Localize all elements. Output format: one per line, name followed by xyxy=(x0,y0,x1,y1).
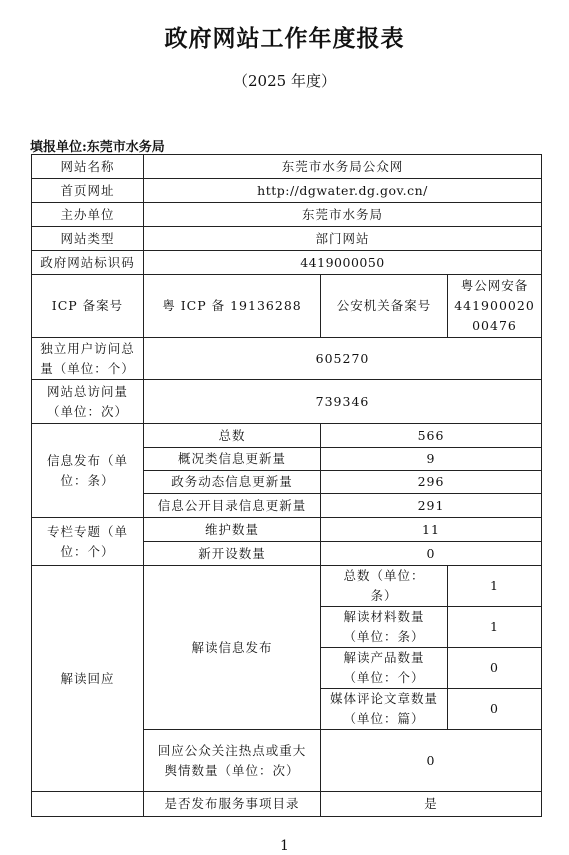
report-year: （2025 年度） xyxy=(233,72,336,90)
service-blank-cell xyxy=(32,792,144,817)
site-type-label: 网站类型 xyxy=(32,227,144,251)
icp-label: ICP 备案号 xyxy=(32,275,144,338)
service-label: 是否发布服务事项目录 xyxy=(144,792,321,817)
table-row xyxy=(32,227,542,251)
interpret-item-value: 1 xyxy=(448,607,542,648)
home-url-value: http://dgwater.dg.gov.cn/ xyxy=(144,179,542,203)
column-item-value: 11 xyxy=(321,518,542,542)
info-item-label: 概况类信息更新量 xyxy=(144,448,321,471)
hotspot-label: 回应公众关注热点或重大舆情数量（单位：次） xyxy=(144,730,321,792)
interpret-item-value: 1 xyxy=(448,566,542,607)
pv-value: 739346 xyxy=(144,380,542,424)
table-row xyxy=(32,380,542,424)
uv-label: 独立用户访问总量（单位：个） xyxy=(32,338,144,380)
table-row xyxy=(32,251,542,275)
table-row xyxy=(32,155,542,179)
table-row xyxy=(32,792,542,817)
page-number: 1 xyxy=(280,838,289,854)
interpret-sub-label: 解读信息发布 xyxy=(144,566,321,730)
info-item-label: 信息公开目录信息更新量 xyxy=(144,494,321,518)
column-item-label: 新开设数量 xyxy=(144,542,321,566)
hotspot-value: 0 xyxy=(321,730,542,792)
interpret-item-label: 总数（单位：条） xyxy=(321,566,448,607)
info-item-label: 总数 xyxy=(144,424,321,448)
table-row xyxy=(32,179,542,203)
site-name-value: 东莞市水务局公众网 xyxy=(144,155,542,179)
interpret-item-label: 解读产品数量（单位：个） xyxy=(321,648,448,689)
table-row xyxy=(32,203,542,227)
interpret-item-label: 媒体评论文章数量（单位：篇） xyxy=(321,689,448,730)
table-row xyxy=(32,518,542,542)
home-url-label: 首页网址 xyxy=(32,179,144,203)
info-item-value: 291 xyxy=(321,494,542,518)
interpret-item-value: 0 xyxy=(448,648,542,689)
table-row xyxy=(32,275,542,338)
column-label: 专栏专题（单位：个） xyxy=(32,518,144,566)
info-item-value: 296 xyxy=(321,471,542,494)
police-record-value: 粤公网安备 44190002000476 xyxy=(448,275,542,338)
table-row xyxy=(32,424,542,448)
table-row xyxy=(32,566,542,607)
info-item-value: 9 xyxy=(321,448,542,471)
host-unit-label: 主办单位 xyxy=(32,203,144,227)
interpret-item-value: 0 xyxy=(448,689,542,730)
reporting-unit: 填报单位:东莞市水务局 xyxy=(30,140,165,155)
site-id-label: 政府网站标识码 xyxy=(32,251,144,275)
report-table xyxy=(31,154,542,817)
interpret-item-label: 解读材料数量（单位：条） xyxy=(321,607,448,648)
site-id-value: 4419000050 xyxy=(144,251,542,275)
interpret-label: 解读回应 xyxy=(32,566,144,792)
column-item-value: 0 xyxy=(321,542,542,566)
host-unit-value: 东莞市水务局 xyxy=(144,203,542,227)
info-item-label: 政务动态信息更新量 xyxy=(144,471,321,494)
column-item-label: 维护数量 xyxy=(144,518,321,542)
info-item-value: 566 xyxy=(321,424,542,448)
service-value: 是 xyxy=(321,792,542,817)
uv-value: 605270 xyxy=(144,338,542,380)
page-title: 政府网站工作年度报表 xyxy=(164,25,405,52)
table-row xyxy=(32,338,542,380)
site-type-value: 部门网站 xyxy=(144,227,542,251)
info-label: 信息发布（单位：条） xyxy=(32,424,144,518)
site-name-label: 网站名称 xyxy=(32,155,144,179)
police-record-label: 公安机关备案号 xyxy=(321,275,448,338)
icp-value: 粤 ICP 备 19136288 xyxy=(144,275,321,338)
pv-label: 网站总访问量（单位：次） xyxy=(32,380,144,424)
